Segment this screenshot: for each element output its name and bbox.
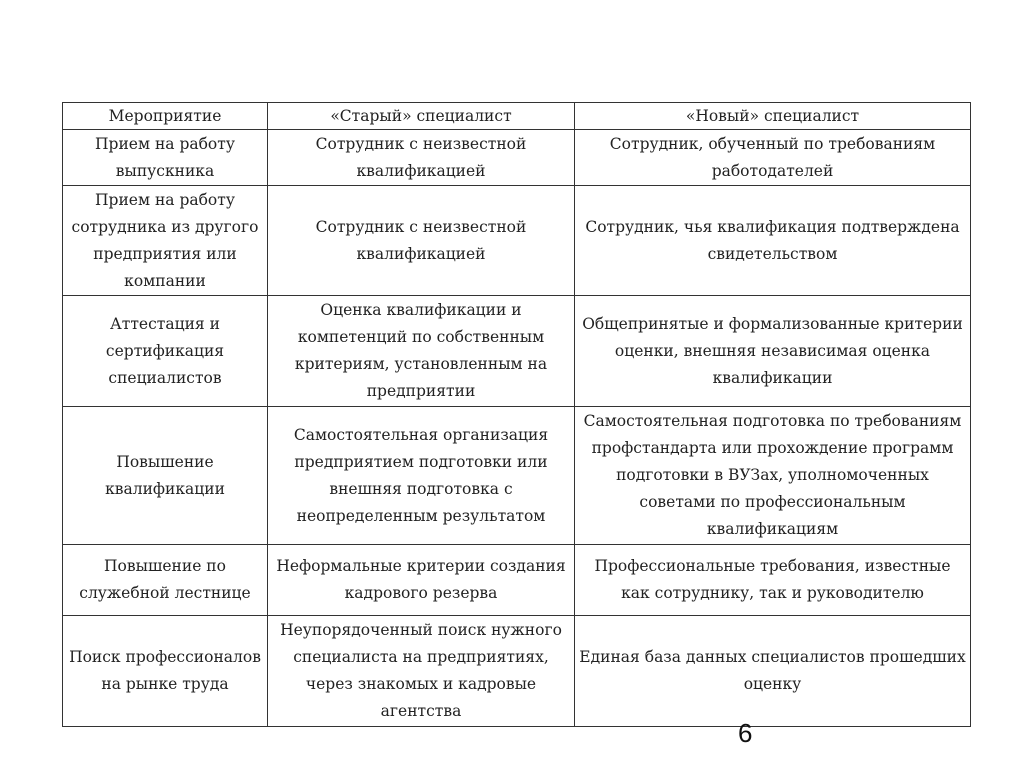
table-row xyxy=(63,407,971,545)
header-new-specialist: «Новый» специалист xyxy=(575,103,971,130)
table-row xyxy=(63,130,971,186)
comparison-table xyxy=(62,102,971,727)
table-row xyxy=(63,186,971,296)
table-row xyxy=(63,296,971,407)
event-cell: Прием на работу выпускника xyxy=(63,130,268,186)
event-cell: Аттестация и сертификация специалистов xyxy=(63,296,268,407)
event-cell: Поиск профессионалов на рынке труда xyxy=(63,616,268,727)
table-row xyxy=(63,616,971,727)
old-specialist-cell: Неупорядоченный поиск нужного специалиста на предприятиях, через знакомых и кадровые агентства xyxy=(268,616,575,727)
new-specialist-cell: Профессиональные требования, известные как сотруднику, так и руководителю xyxy=(575,545,971,616)
event-cell: Прием на работу сотрудника из другого предприятия или компании xyxy=(63,186,268,296)
new-specialist-cell: Единая база данных специалистов прошедших оценку xyxy=(575,616,971,727)
old-specialist-cell: Сотрудник с неизвестной квалификацией xyxy=(268,186,575,296)
event-cell: Повышение по служебной лестнице xyxy=(63,545,268,616)
header-event: Мероприятие xyxy=(63,103,268,130)
new-specialist-cell: Сотрудник, чья квалификация подтверждена свидетельством xyxy=(575,186,971,296)
old-specialist-cell: Оценка квалификации и компетенций по собственным критериям, установленным на предприятии xyxy=(268,296,575,407)
table-row xyxy=(63,545,971,616)
old-specialist-cell: Неформальные критерии создания кадрового резерва xyxy=(268,545,575,616)
old-specialist-cell: Самостоятельная организация предприятием подготовки или внешняя подготовка с неопределенным результатом xyxy=(268,407,575,545)
new-specialist-cell: Сотрудник, обученный по требованиям работодателей xyxy=(575,130,971,186)
header-row xyxy=(63,103,971,130)
old-specialist-cell: Сотрудник с неизвестной квалификацией xyxy=(268,130,575,186)
page-number: 6 xyxy=(738,718,753,748)
new-specialist-cell: Самостоятельная подготовка по требованиям профстандарта или прохождение программ подготовки в ВУЗах, уполномоченных советами по профессиональным квалификациям xyxy=(575,407,971,545)
new-specialist-cell: Общепринятые и формализованные критерии оценки, внешняя независимая оценка квалификации xyxy=(575,296,971,407)
header-old-specialist: «Старый» специалист xyxy=(268,103,575,130)
event-cell: Повышение квалификации xyxy=(63,407,268,545)
